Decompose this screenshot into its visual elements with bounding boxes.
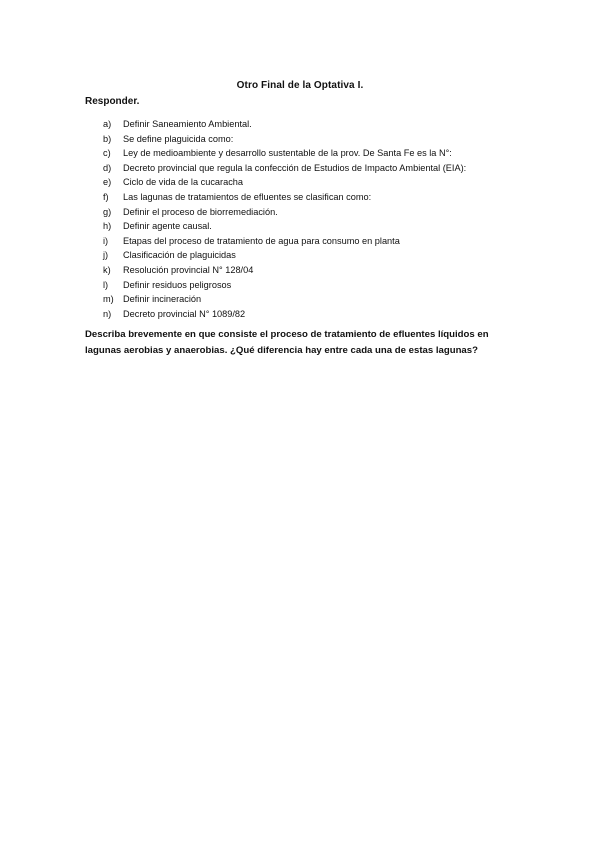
list-marker: a) <box>103 119 112 129</box>
list-marker: j) <box>103 250 109 261</box>
list-marker: e) <box>103 177 112 188</box>
list-item-text: Definir residuos peligrosos <box>123 279 232 290</box>
list-marker: l) <box>103 279 109 290</box>
list-marker: i) <box>103 235 109 246</box>
essay-question: Describa brevemente en que consiste el proceso de tratamiento de efluentes líquidos en lagunas aerobias y anaerobias. ¿Qué diferencia hay entre cada una de estas lagunas? <box>85 329 489 356</box>
list-item-text: Definir Saneamiento Ambiental. <box>123 119 252 129</box>
list-item-text: Definir incineración <box>123 294 202 305</box>
list-marker: k) <box>103 264 111 275</box>
section-heading: Responder. <box>85 96 140 107</box>
list-marker: c) <box>103 148 111 159</box>
list-marker: m) <box>103 294 114 305</box>
list-item-text: Ley de medioambiente y desarrollo sustentable de la prov. De Santa Fe es la N°: <box>123 148 452 159</box>
list-item-text: Resolución provincial N° 128/04 <box>123 264 254 275</box>
list-item-text: Se define plaguicida como: <box>123 133 234 144</box>
document-title: Otro Final de la Optativa I. <box>236 80 364 91</box>
list-marker: d) <box>103 162 112 173</box>
list-item-text: Etapas del proceso de tratamiento de agua para consumo en planta <box>123 235 400 246</box>
list-item-text: Decreto provincial N° 1089/82 <box>123 308 246 319</box>
list-marker: b) <box>103 133 112 144</box>
list-marker: g) <box>103 206 112 217</box>
list-marker: n) <box>103 308 112 319</box>
list-marker: h) <box>103 221 112 232</box>
list-item-text: Clasificación de plaguicidas <box>123 250 236 261</box>
list-item-text: Definir el proceso de biorremediación. <box>123 206 278 217</box>
list-item-text: Definir agente causal. <box>123 221 212 232</box>
list-item-text: Las lagunas de tratamientos de efluentes se clasifican como: <box>123 191 372 202</box>
list-item-text: Decreto provincial que regula la confección de Estudios de Impacto Ambiental (EIA): <box>123 162 467 173</box>
list-marker: f) <box>103 191 109 202</box>
list-item-text: Ciclo de vida de la cucaracha <box>123 177 244 188</box>
